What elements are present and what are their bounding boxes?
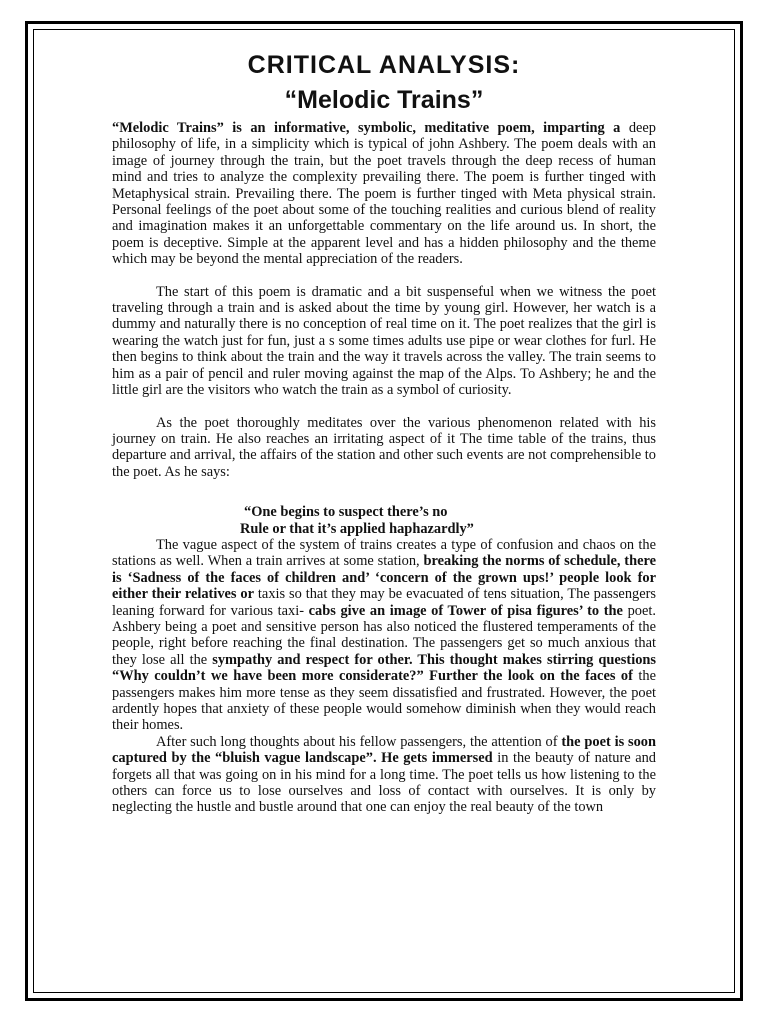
- paragraph-confusion: [112, 537, 656, 734]
- intro-lead: “Melodic Trains” is an informative, symbolic, meditative poem, imparting a: [112, 120, 621, 136]
- spacer: [112, 268, 656, 284]
- confusion-bold-1: breaking the norms of schedule, there is ‘Sadness of the faces of children and’ ‘concern of the grown ups!’ people look for either their relatives or: [112, 553, 657, 603]
- paragraph-start: The start of this poem is dramatic and a bit suspenseful when we witness the poet traveling through a train and is asked about the time by young girl. However, her watch is a dummy and naturally there is no conception of real time on it. The poet realizes that the girl is wearing the watch just for fun, just a s some times adults use pipe or wear clothes for furl. He then begins to think about the train and the way it travels across the valley. The train seems to him as a pair of pencil and ruler moving against the map of the Alps. To Ashbery; he and the little girl are the visitors who watch the train as a symbol of curiosity.: [112, 283, 656, 399]
- intro-body: deep philosophy of life, in a simplicity which is typical of john Ashbery. The poem deals with an image of journey through the train, but the poet travels through the deep recess of human mind and tries to analyze the complexity prevailing there. The poem is further tinged with Metaphysical strain. Prevailing there. The poem is further tinged with Meta physical strain. Personal feelings of the poet about some of the touching realities and curious blend of reality and imagination makes it an unforgettable commentary on the life around us. In short, the poem is deceptive. Simple at the apparent level and has a hidden philosophy and the theme which may be beyond the mental appreciation of the readers.: [112, 120, 657, 268]
- spacer: [112, 399, 656, 415]
- paragraph-meditation: As the poet thoroughly meditates over the various phenomenon related with his journey on train. He also reaches an irritating aspect of it The time table of the trains, thus departure and arrival, the affairs of the station and other such events are not comprehensible to the poet. As he says:: [112, 414, 656, 480]
- quote-line-1: “One begins to suspect there’s no: [244, 504, 448, 521]
- landscape-bold-1: the poet is soon captured by the “bluish vague landscape”. He gets immersed: [112, 733, 656, 767]
- confusion-text-4: the passengers makes him more tense as they seem dissatisfied and frustrated. However, the poet ardently hopes that anxiety of these people would somehow diminish when they would reach their homes.: [112, 668, 656, 734]
- document-title: CRITICAL ANALYSIS:: [247, 51, 521, 79]
- landscape-text-2: in the beauty of nature and forgets all that was going on in his mind for a long time. The poet tells us how listening to the others can force us to lose ourselves and loss of contact with ourselves. It is only by neglecting the hustle and bustle around that one can enjoy the real beauty of the town: [112, 750, 656, 816]
- paragraph-landscape: [112, 734, 656, 816]
- quote-line-2: Rule or that it’s applied haphazardly”: [240, 520, 474, 537]
- document-body: [112, 48, 656, 816]
- confusion-bold-2: cabs give an image of Tower of pisa figures’ to the: [308, 602, 623, 619]
- confusion-bold-3: sympathy and respect for other. This thought makes stirring questions “Why couldn’t we have been more considerate?” Further the look on the faces of: [112, 651, 656, 685]
- landscape-text-1: After such long thoughts about his fellow passengers, the attention of: [156, 733, 562, 750]
- confusion-text-1: The vague aspect of the system of trains creates a type of confusion and chaos on the stations as well. When a train arrives at some station,: [112, 536, 656, 570]
- poem-title: “Melodic Trains”: [284, 86, 484, 114]
- confusion-text-2: taxis so that they may be evacuated of tens situation, The passengers leaning forward for various taxi-: [112, 586, 656, 619]
- spacer: [112, 480, 656, 504]
- confusion-text-3: poet. Ashbery being a poet and sensitive person has also noticed the flustered temperaments of the people, right before reaching the final destination. The passengers get so much anxious that they lose all the: [112, 602, 656, 668]
- paragraph-intro: [112, 120, 656, 268]
